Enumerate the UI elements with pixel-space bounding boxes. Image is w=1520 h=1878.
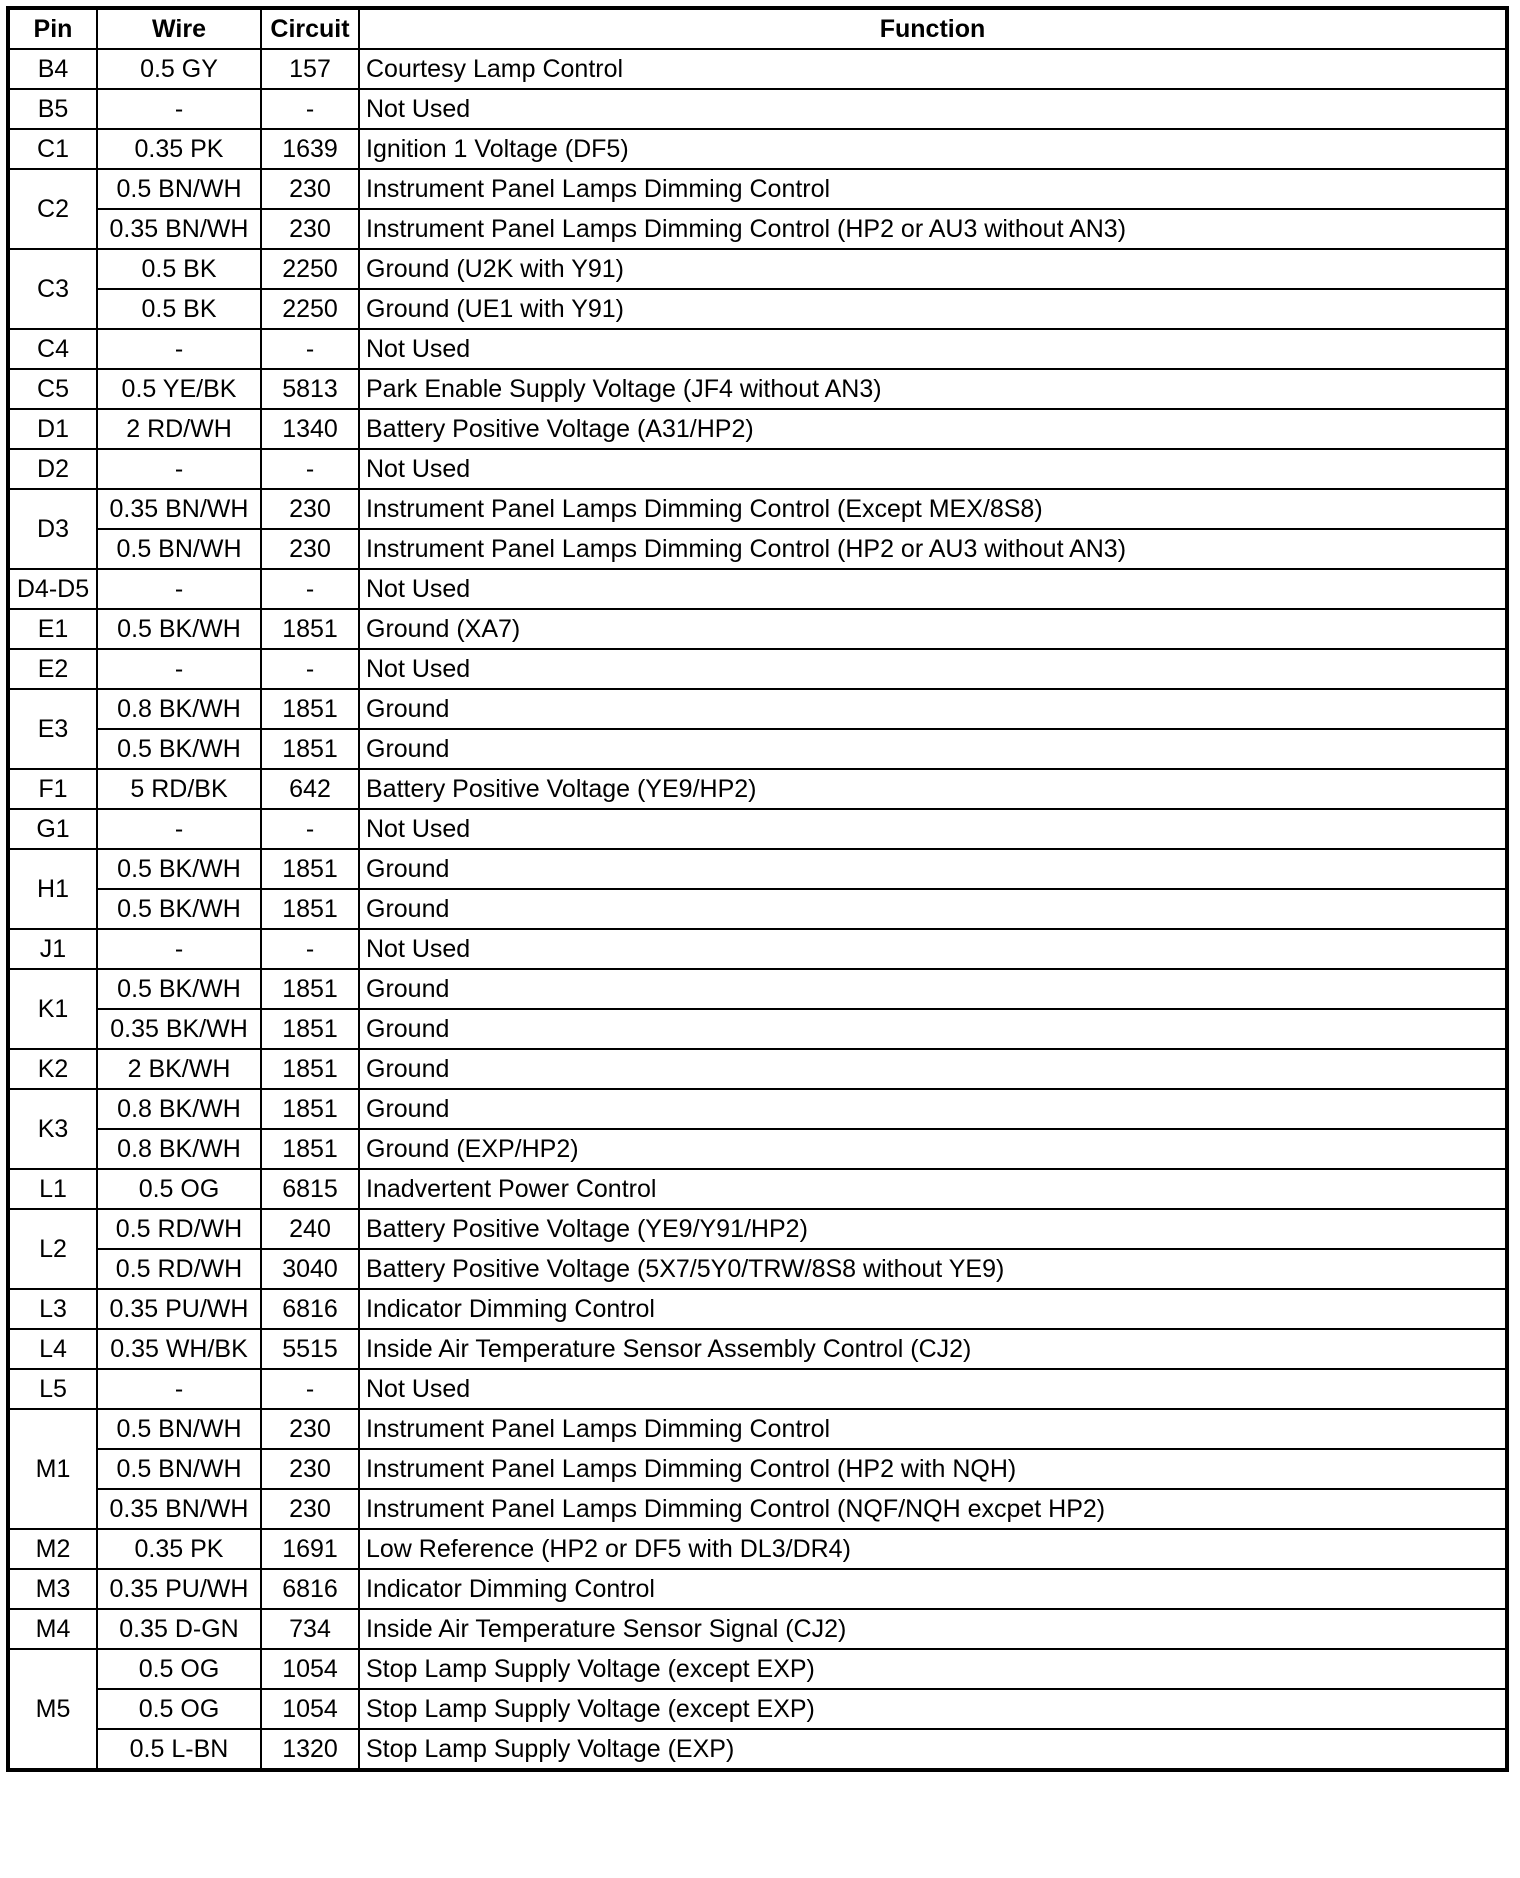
table-row bbox=[8, 1569, 1507, 1609]
circuit-cell: 6816 bbox=[261, 1569, 359, 1609]
wire-cell: 0.5 BK bbox=[97, 289, 261, 329]
table-row bbox=[8, 449, 1507, 489]
circuit-cell: 6815 bbox=[261, 1169, 359, 1209]
wire-cell: 0.5 L-BN bbox=[97, 1729, 261, 1770]
pin-cell: K2 bbox=[8, 1049, 97, 1089]
table-row bbox=[8, 1249, 1507, 1289]
pin-cell: M5 bbox=[8, 1649, 97, 1770]
circuit-cell: 1054 bbox=[261, 1689, 359, 1729]
wire-cell: 0.35 WH/BK bbox=[97, 1329, 261, 1369]
circuit-cell: 1851 bbox=[261, 609, 359, 649]
pin-cell: D4-D5 bbox=[8, 569, 97, 609]
circuit-cell: - bbox=[261, 649, 359, 689]
pin-cell: M4 bbox=[8, 1609, 97, 1649]
function-cell: Ground (U2K with Y91) bbox=[359, 249, 1507, 289]
table-row bbox=[8, 1449, 1507, 1489]
function-cell: Battery Positive Voltage (YE9/Y91/HP2) bbox=[359, 1209, 1507, 1249]
table-row bbox=[8, 1169, 1507, 1209]
table-row bbox=[8, 569, 1507, 609]
circuit-cell: 230 bbox=[261, 1449, 359, 1489]
circuit-cell: - bbox=[261, 1369, 359, 1409]
table-row bbox=[8, 929, 1507, 969]
table-row bbox=[8, 369, 1507, 409]
pin-cell: G1 bbox=[8, 809, 97, 849]
function-cell: Ground bbox=[359, 969, 1507, 1009]
function-cell: Instrument Panel Lamps Dimming Control (NQF/NQH excpet HP2) bbox=[359, 1489, 1507, 1529]
function-cell: Indicator Dimming Control bbox=[359, 1289, 1507, 1329]
wire-cell: - bbox=[97, 649, 261, 689]
wire-cell: - bbox=[97, 809, 261, 849]
wire-cell: 0.5 OG bbox=[97, 1169, 261, 1209]
table-row bbox=[8, 809, 1507, 849]
table-row bbox=[8, 1489, 1507, 1529]
table-row bbox=[8, 289, 1507, 329]
wire-cell: - bbox=[97, 929, 261, 969]
pinout-table bbox=[6, 6, 1509, 1772]
table-row bbox=[8, 89, 1507, 129]
circuit-cell: - bbox=[261, 329, 359, 369]
header-circuit: Circuit bbox=[261, 8, 359, 49]
wire-cell: - bbox=[97, 329, 261, 369]
function-cell: Not Used bbox=[359, 89, 1507, 129]
wire-cell: 0.5 OG bbox=[97, 1689, 261, 1729]
table-row bbox=[8, 409, 1507, 449]
wire-cell: 0.8 BK/WH bbox=[97, 1089, 261, 1129]
function-cell: Instrument Panel Lamps Dimming Control (Except MEX/8S8) bbox=[359, 489, 1507, 529]
function-cell: Ground bbox=[359, 1089, 1507, 1129]
function-cell: Ground bbox=[359, 729, 1507, 769]
wire-cell: 5 RD/BK bbox=[97, 769, 261, 809]
function-cell: Instrument Panel Lamps Dimming Control (HP2 or AU3 without AN3) bbox=[359, 529, 1507, 569]
table-row bbox=[8, 1289, 1507, 1329]
function-cell: Instrument Panel Lamps Dimming Control (HP2 with NQH) bbox=[359, 1449, 1507, 1489]
wire-cell: 0.8 BK/WH bbox=[97, 689, 261, 729]
function-cell: Battery Positive Voltage (YE9/HP2) bbox=[359, 769, 1507, 809]
circuit-cell: - bbox=[261, 809, 359, 849]
pin-cell: C3 bbox=[8, 249, 97, 329]
circuit-cell: - bbox=[261, 449, 359, 489]
function-cell: Not Used bbox=[359, 449, 1507, 489]
function-cell: Ground (UE1 with Y91) bbox=[359, 289, 1507, 329]
table-row bbox=[8, 1209, 1507, 1249]
wire-cell: 0.5 BK/WH bbox=[97, 609, 261, 649]
pin-cell: L5 bbox=[8, 1369, 97, 1409]
pin-cell: B4 bbox=[8, 49, 97, 89]
circuit-cell: 1691 bbox=[261, 1529, 359, 1569]
function-cell: Not Used bbox=[359, 929, 1507, 969]
table-row bbox=[8, 49, 1507, 89]
circuit-cell: 1851 bbox=[261, 1009, 359, 1049]
table-row bbox=[8, 769, 1507, 809]
function-cell: Ground (EXP/HP2) bbox=[359, 1129, 1507, 1169]
function-cell: Stop Lamp Supply Voltage (except EXP) bbox=[359, 1689, 1507, 1729]
wire-cell: 0.8 BK/WH bbox=[97, 1129, 261, 1169]
pin-cell: L4 bbox=[8, 1329, 97, 1369]
table-row bbox=[8, 689, 1507, 729]
circuit-cell: - bbox=[261, 569, 359, 609]
pin-cell: B5 bbox=[8, 89, 97, 129]
table-row bbox=[8, 889, 1507, 929]
wire-cell: 0.5 BN/WH bbox=[97, 169, 261, 209]
function-cell: Ground bbox=[359, 689, 1507, 729]
wire-cell: 0.5 BN/WH bbox=[97, 529, 261, 569]
function-cell: Battery Positive Voltage (A31/HP2) bbox=[359, 409, 1507, 449]
function-cell: Not Used bbox=[359, 569, 1507, 609]
circuit-cell: - bbox=[261, 89, 359, 129]
wire-cell: - bbox=[97, 89, 261, 129]
pin-cell: D3 bbox=[8, 489, 97, 569]
function-cell: Not Used bbox=[359, 809, 1507, 849]
wire-cell: 0.5 RD/WH bbox=[97, 1209, 261, 1249]
circuit-cell: 1320 bbox=[261, 1729, 359, 1770]
table-row bbox=[8, 969, 1507, 1009]
wire-cell: 0.5 OG bbox=[97, 1649, 261, 1689]
pin-cell: F1 bbox=[8, 769, 97, 809]
wire-cell: - bbox=[97, 569, 261, 609]
circuit-cell: 2250 bbox=[261, 249, 359, 289]
table-row bbox=[8, 1089, 1507, 1129]
circuit-cell: 1054 bbox=[261, 1649, 359, 1689]
header-wire: Wire bbox=[97, 8, 261, 49]
function-cell: Not Used bbox=[359, 1369, 1507, 1409]
function-cell: Park Enable Supply Voltage (JF4 without AN3) bbox=[359, 369, 1507, 409]
circuit-cell: 2250 bbox=[261, 289, 359, 329]
table-row bbox=[8, 1049, 1507, 1089]
wire-cell: 0.5 BK bbox=[97, 249, 261, 289]
wire-cell: 2 BK/WH bbox=[97, 1049, 261, 1089]
circuit-cell: 5813 bbox=[261, 369, 359, 409]
wire-cell: 0.35 PU/WH bbox=[97, 1289, 261, 1329]
function-cell: Indicator Dimming Control bbox=[359, 1569, 1507, 1609]
wire-cell: 0.5 BK/WH bbox=[97, 969, 261, 1009]
wire-cell: 0.35 BN/WH bbox=[97, 489, 261, 529]
pin-cell: H1 bbox=[8, 849, 97, 929]
function-cell: Ground bbox=[359, 889, 1507, 929]
wire-cell: 0.35 BN/WH bbox=[97, 209, 261, 249]
wire-cell: 0.35 PK bbox=[97, 129, 261, 169]
circuit-cell: 230 bbox=[261, 209, 359, 249]
function-cell: Low Reference (HP2 or DF5 with DL3/DR4) bbox=[359, 1529, 1507, 1569]
function-cell: Inadvertent Power Control bbox=[359, 1169, 1507, 1209]
function-cell: Not Used bbox=[359, 329, 1507, 369]
wire-cell: 0.5 GY bbox=[97, 49, 261, 89]
pin-cell: E1 bbox=[8, 609, 97, 649]
circuit-cell: 6816 bbox=[261, 1289, 359, 1329]
table-row bbox=[8, 329, 1507, 369]
table-row bbox=[8, 1409, 1507, 1449]
table-row bbox=[8, 209, 1507, 249]
circuit-cell: 1851 bbox=[261, 889, 359, 929]
header-row bbox=[8, 8, 1507, 49]
pin-cell: C4 bbox=[8, 329, 97, 369]
circuit-cell: 5515 bbox=[261, 1329, 359, 1369]
table-body bbox=[8, 49, 1507, 1770]
table-row bbox=[8, 529, 1507, 569]
wire-cell: 0.5 BK/WH bbox=[97, 729, 261, 769]
pin-cell: J1 bbox=[8, 929, 97, 969]
function-cell: Inside Air Temperature Sensor Signal (CJ2) bbox=[359, 1609, 1507, 1649]
circuit-cell: 1851 bbox=[261, 689, 359, 729]
function-cell: Not Used bbox=[359, 649, 1507, 689]
circuit-cell: 1639 bbox=[261, 129, 359, 169]
table-row bbox=[8, 129, 1507, 169]
wire-cell: 2 RD/WH bbox=[97, 409, 261, 449]
table-row bbox=[8, 1649, 1507, 1689]
circuit-cell: 240 bbox=[261, 1209, 359, 1249]
table-header bbox=[8, 8, 1507, 49]
function-cell: Instrument Panel Lamps Dimming Control (HP2 or AU3 without AN3) bbox=[359, 209, 1507, 249]
circuit-cell: 1851 bbox=[261, 1129, 359, 1169]
function-cell: Instrument Panel Lamps Dimming Control bbox=[359, 1409, 1507, 1449]
wire-cell: - bbox=[97, 449, 261, 489]
pin-cell: L3 bbox=[8, 1289, 97, 1329]
function-cell: Ground (XA7) bbox=[359, 609, 1507, 649]
pin-cell: M2 bbox=[8, 1529, 97, 1569]
pin-cell: K3 bbox=[8, 1089, 97, 1169]
pin-cell: E2 bbox=[8, 649, 97, 689]
wire-cell: 0.5 BN/WH bbox=[97, 1449, 261, 1489]
circuit-cell: 1340 bbox=[261, 409, 359, 449]
circuit-cell: - bbox=[261, 929, 359, 969]
function-cell: Courtesy Lamp Control bbox=[359, 49, 1507, 89]
pin-cell: M1 bbox=[8, 1409, 97, 1529]
table-row bbox=[8, 169, 1507, 209]
table-row bbox=[8, 1609, 1507, 1649]
wire-cell: 0.35 PK bbox=[97, 1529, 261, 1569]
wire-cell: 0.5 BK/WH bbox=[97, 849, 261, 889]
function-cell: Battery Positive Voltage (5X7/5Y0/TRW/8S8 without YE9) bbox=[359, 1249, 1507, 1289]
wire-cell: 0.35 PU/WH bbox=[97, 1569, 261, 1609]
table-row bbox=[8, 729, 1507, 769]
circuit-cell: 230 bbox=[261, 1409, 359, 1449]
table-row bbox=[8, 489, 1507, 529]
table-row bbox=[8, 1729, 1507, 1770]
pin-cell: L1 bbox=[8, 1169, 97, 1209]
pin-cell: C2 bbox=[8, 169, 97, 249]
pin-cell: C1 bbox=[8, 129, 97, 169]
table-row bbox=[8, 1689, 1507, 1729]
table-row bbox=[8, 849, 1507, 889]
function-cell: Ignition 1 Voltage (DF5) bbox=[359, 129, 1507, 169]
circuit-cell: 1851 bbox=[261, 1089, 359, 1129]
function-cell: Ground bbox=[359, 1049, 1507, 1089]
pin-cell: C5 bbox=[8, 369, 97, 409]
table-row bbox=[8, 1329, 1507, 1369]
table-row bbox=[8, 1009, 1507, 1049]
wire-cell: 0.5 BN/WH bbox=[97, 1409, 261, 1449]
circuit-cell: 1851 bbox=[261, 729, 359, 769]
circuit-cell: 1851 bbox=[261, 1049, 359, 1089]
wire-cell: 0.35 BN/WH bbox=[97, 1489, 261, 1529]
table-row bbox=[8, 1529, 1507, 1569]
circuit-cell: 1851 bbox=[261, 849, 359, 889]
circuit-cell: 734 bbox=[261, 1609, 359, 1649]
function-cell: Stop Lamp Supply Voltage (except EXP) bbox=[359, 1649, 1507, 1689]
circuit-cell: 230 bbox=[261, 1489, 359, 1529]
header-function: Function bbox=[359, 8, 1507, 49]
table-row bbox=[8, 1129, 1507, 1169]
circuit-cell: 642 bbox=[261, 769, 359, 809]
pin-cell: M3 bbox=[8, 1569, 97, 1609]
table-row bbox=[8, 609, 1507, 649]
header-pin: Pin bbox=[8, 8, 97, 49]
pin-cell: K1 bbox=[8, 969, 97, 1049]
pin-cell: L2 bbox=[8, 1209, 97, 1289]
wire-cell: 0.5 YE/BK bbox=[97, 369, 261, 409]
function-cell: Instrument Panel Lamps Dimming Control bbox=[359, 169, 1507, 209]
function-cell: Inside Air Temperature Sensor Assembly Control (CJ2) bbox=[359, 1329, 1507, 1369]
wire-cell: 0.35 BK/WH bbox=[97, 1009, 261, 1049]
table-row bbox=[8, 249, 1507, 289]
wire-cell: 0.5 BK/WH bbox=[97, 889, 261, 929]
wire-cell: 0.35 D-GN bbox=[97, 1609, 261, 1649]
circuit-cell: 1851 bbox=[261, 969, 359, 1009]
circuit-cell: 230 bbox=[261, 489, 359, 529]
wire-cell: 0.5 RD/WH bbox=[97, 1249, 261, 1289]
table-row bbox=[8, 649, 1507, 689]
circuit-cell: 157 bbox=[261, 49, 359, 89]
function-cell: Ground bbox=[359, 849, 1507, 889]
function-cell: Stop Lamp Supply Voltage (EXP) bbox=[359, 1729, 1507, 1770]
pin-cell: E3 bbox=[8, 689, 97, 769]
table-row bbox=[8, 1369, 1507, 1409]
pin-cell: D1 bbox=[8, 409, 97, 449]
wire-cell: - bbox=[97, 1369, 261, 1409]
function-cell: Ground bbox=[359, 1009, 1507, 1049]
pin-cell: D2 bbox=[8, 449, 97, 489]
circuit-cell: 230 bbox=[261, 169, 359, 209]
circuit-cell: 230 bbox=[261, 529, 359, 569]
circuit-cell: 3040 bbox=[261, 1249, 359, 1289]
